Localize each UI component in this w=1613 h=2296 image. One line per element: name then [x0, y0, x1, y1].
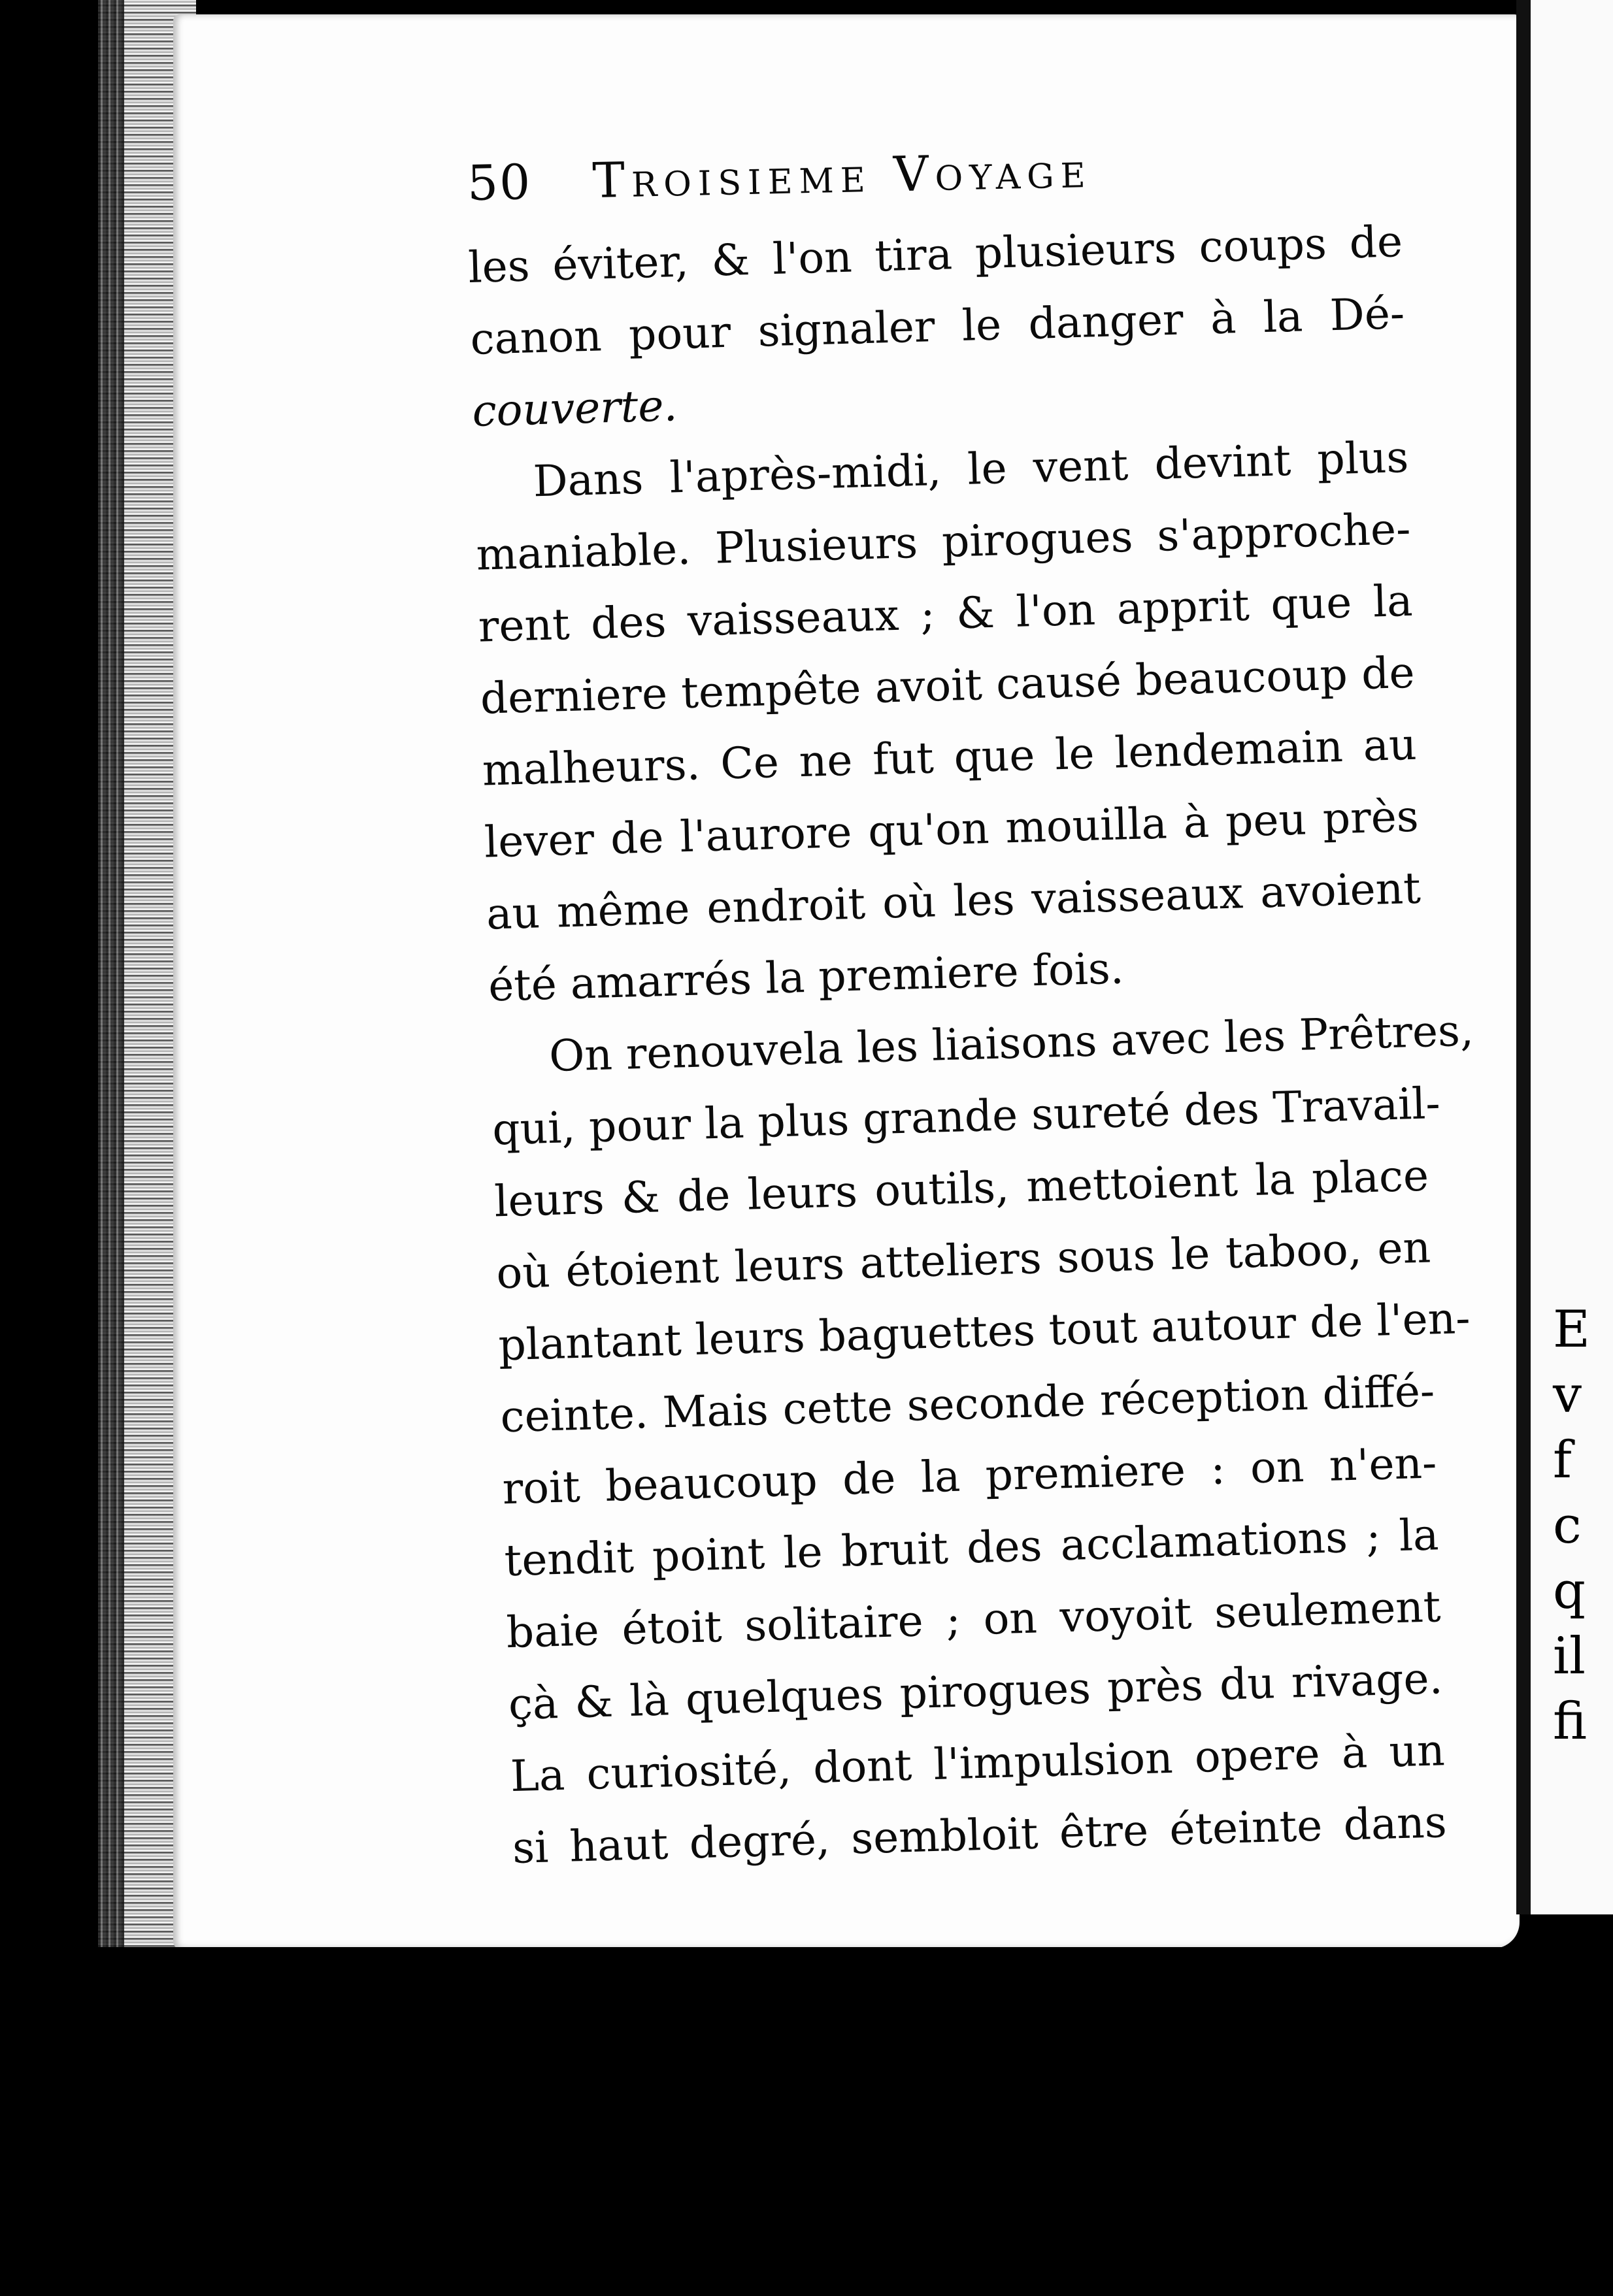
text-line: baie étoit solitaire ; on voyoit seulement: [505, 1581, 1442, 1658]
text-line: canon pour signaler le danger à la Dé-: [469, 288, 1406, 365]
text-line: où étoient leurs atteliers sous le taboo, en: [495, 1222, 1432, 1299]
facing-page-fragment: E: [1553, 1300, 1590, 1359]
text-line: derniere tempête avoit causé beaucoup de: [479, 647, 1416, 724]
text-line: rent des vaisseaux ; & l'on apprit que la: [477, 575, 1414, 652]
text-line: plantant leurs baguettes tout autour de l'en-: [497, 1292, 1471, 1371]
running-title: Troisieme Voyage: [591, 142, 1093, 209]
book-spine-shadow: [98, 0, 124, 1947]
paragraph-first-line: Dans l'après-midi, le vent devint plus: [532, 431, 1410, 507]
text-line: La curiosité, dont l'impulsion opere à un: [509, 1725, 1446, 1802]
text-line: été amarrés la premiere fois.: [488, 943, 1125, 1011]
facing-page-fragment: c: [1553, 1496, 1582, 1555]
text-line: leurs & de leurs outils, mettoient la place: [493, 1150, 1429, 1227]
facing-page-fragment: v: [1553, 1366, 1582, 1424]
text-line: qui, pour la plus grande sureté des Travail-: [491, 1077, 1441, 1155]
body-text: [467, 206, 1474, 1884]
text-line: roit beaucoup de la premiere : on n'en-: [501, 1437, 1438, 1515]
text-line: maniable. Plusieurs pirogues s'approche-: [475, 503, 1412, 580]
scan-margin-bottom: [0, 1947, 1613, 2296]
text-line: tendit point le bruit des acclamations ; la: [503, 1509, 1440, 1586]
facing-page-fragment: il: [1553, 1627, 1586, 1686]
facing-page-fragment: q: [1553, 1562, 1586, 1620]
text-line: lever de l'aurore qu'on mouilla à peu près: [484, 791, 1420, 868]
facing-page-edge: [1516, 0, 1613, 1914]
page-number: 50: [467, 154, 533, 212]
text-line: les éviter, & l'on tira plusieurs coups de: [467, 216, 1404, 293]
facing-page-fragment: f: [1553, 1431, 1572, 1490]
text-line: çà & là quelques pirogues près du rivage.: [507, 1653, 1444, 1730]
text-line: malheurs. Ce ne fut que le lendemain au: [481, 719, 1418, 796]
text-line: ceinte. Mais cette seconde réception diffé-: [499, 1366, 1436, 1443]
paragraph-first-line: On renouvela les liaisons avec les Prêtres,: [548, 1005, 1474, 1081]
text-line: si haut degré, sembloit être éteinte dans: [512, 1797, 1448, 1874]
facing-page-fragment: fi: [1553, 1692, 1588, 1751]
text-line: au même endroit où les vaisseaux avoient: [486, 862, 1422, 940]
text-line: couverte.: [471, 380, 678, 436]
